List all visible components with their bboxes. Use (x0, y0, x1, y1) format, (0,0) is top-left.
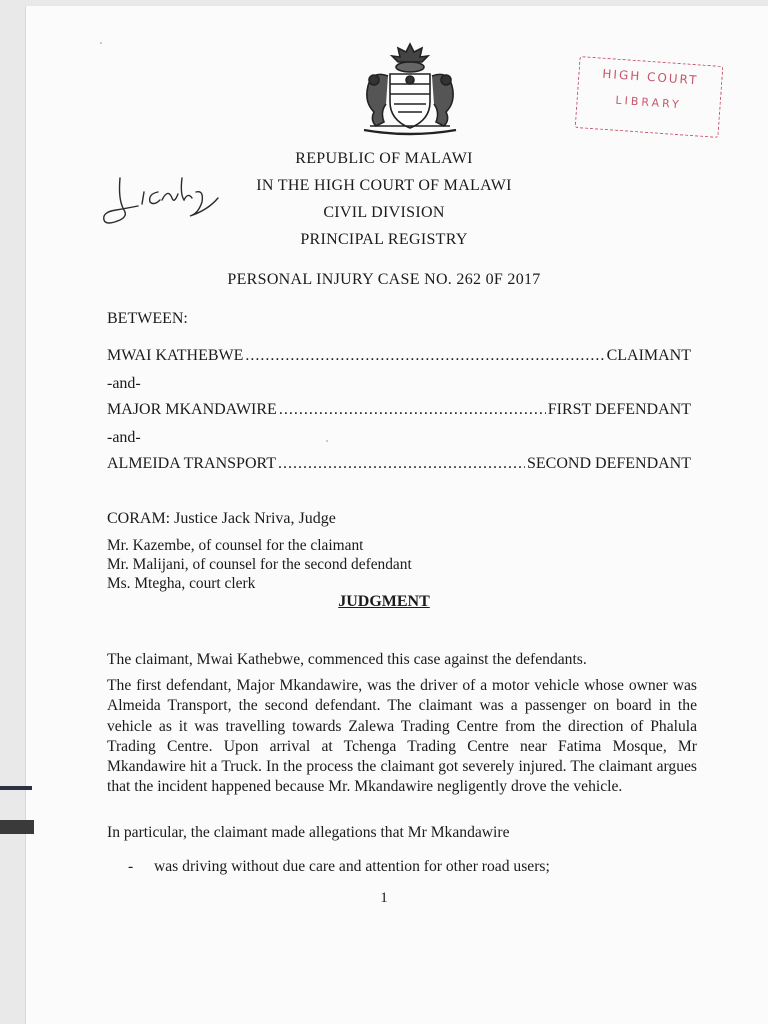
leader-dots (279, 401, 546, 419)
scan-speck (326, 440, 328, 442)
stamp-line-2: LIBRARY (615, 93, 683, 112)
allegation-list-item (128, 858, 550, 876)
between-label: BETWEEN: (107, 310, 188, 327)
coram-judge: CORAM: Justice Jack Nriva, Judge (107, 510, 336, 527)
leader-dots (278, 455, 525, 473)
party-role: SECOND DEFENDANT (527, 455, 691, 472)
party-claimant (107, 347, 691, 365)
scan-edge-mark (0, 786, 32, 790)
party-name: MWAI KATHEBWE (107, 347, 244, 364)
leader-dots (245, 347, 604, 365)
case-number: PERSONAL INJURY CASE NO. 262 0F 2017 (227, 271, 541, 288)
page-number: 1 (380, 890, 388, 906)
header-republic: REPUBLIC OF MALAWI (295, 150, 473, 167)
and-separator: -and- (107, 375, 141, 392)
high-court-library-stamp (575, 56, 724, 138)
party-role: CLAIMANT (606, 347, 691, 364)
bullet-dash: - (128, 858, 134, 875)
scan-speck (100, 42, 102, 44)
counsel-second-defendant: Mr. Malijani, of counsel for the second defendant (107, 556, 412, 573)
party-role: FIRST DEFENDANT (547, 401, 691, 418)
and-separator: -and- (107, 429, 141, 446)
paragraph-intro: The claimant, Mwai Kathebwe, commenced this case against the defendants. (107, 651, 587, 668)
party-name: MAJOR MKANDAWIRE (107, 401, 277, 418)
court-clerk: Ms. Mtegha, court clerk (107, 575, 256, 592)
header-court: IN THE HIGH COURT OF MALAWI (256, 177, 512, 194)
party-second-defendant (107, 455, 691, 473)
header-registry: PRINCIPAL REGISTRY (300, 231, 468, 248)
party-first-defendant (107, 401, 691, 419)
judgment-heading: JUDGMENT (338, 593, 430, 610)
party-name: ALMEIDA TRANSPORT (107, 455, 276, 472)
counsel-claimant: Mr. Kazembe, of counsel for the claimant (107, 537, 364, 554)
coat-of-arms-emblem (350, 40, 470, 138)
paragraph-allegations: In particular, the claimant made allegations that Mr Mkandawire (107, 824, 510, 841)
stamp-line-1: HIGH COURT (601, 66, 699, 88)
header-division: CIVIL DIVISION (323, 204, 445, 221)
paragraph-facts: The first defendant, Major Mkandawire, was the driver of a motor vehicle whose owner was Almeida Transport, the second defendant. The claimant was a passenger on board in the vehicle as it was travelling towards Zalewa Trading Centre from the direction of Phalula Trading Centre. Upon arrival at Tchenga Trading Centre near Fatima Mosque, Mr Mkandawire hit a Truck. In the process the claimant got severely injured. The claimant argues that the incident happened because Mr. Mkandawire negligently drove the vehicle. (107, 677, 697, 796)
scan-edge-mark (0, 820, 34, 834)
bullet-text: was driving without due care and attention for other road users; (154, 858, 550, 875)
